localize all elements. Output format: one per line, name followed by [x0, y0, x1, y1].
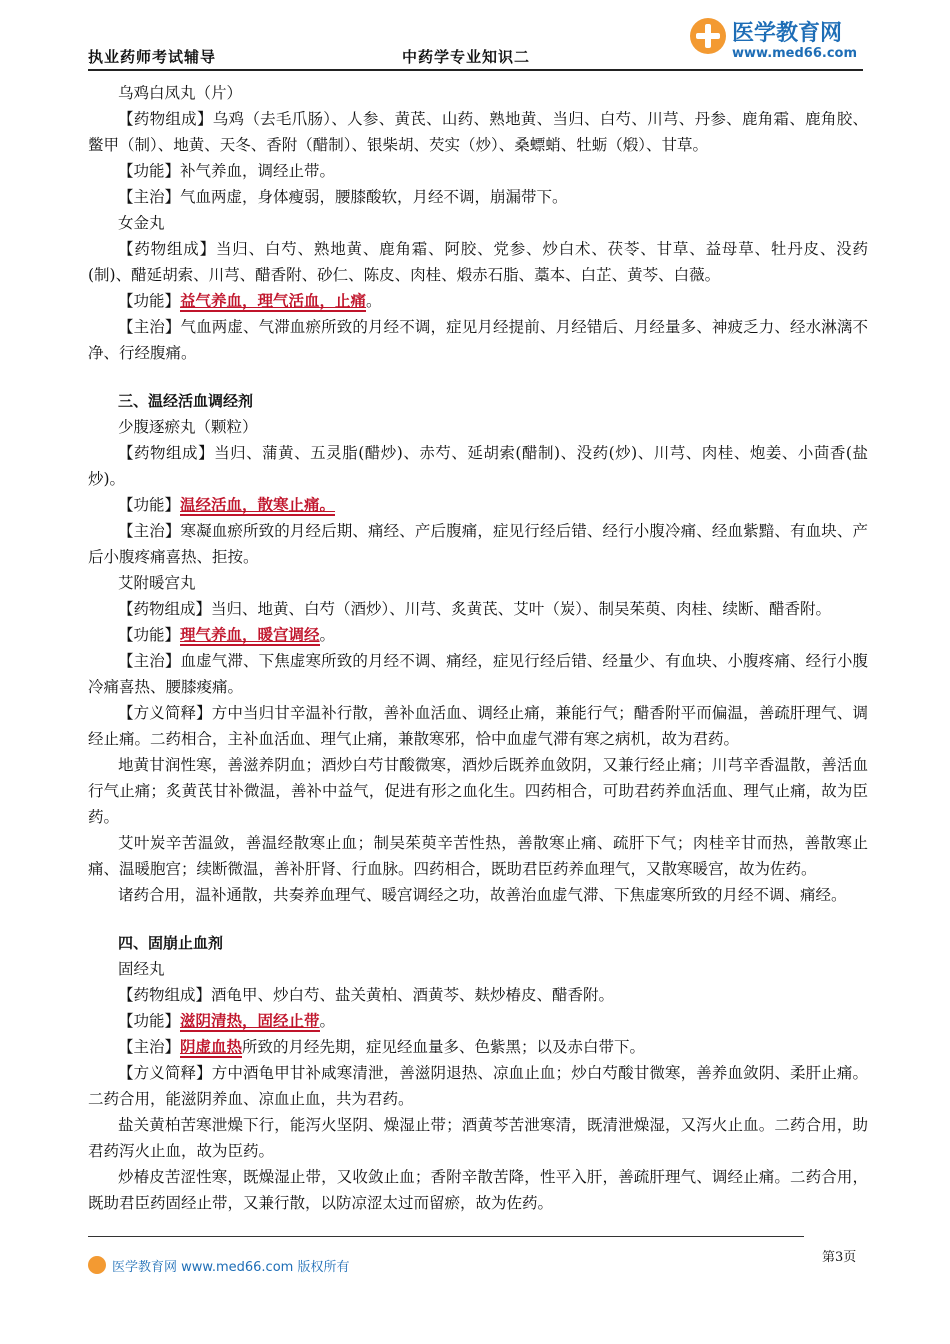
section-heading: 四、固崩止血剂 [118, 934, 224, 952]
indication: 【主治】血虚气滞、下焦虚寒所致的月经不调、痛经，症见行经后错、经量少、有血块、小腹疼痛、经行小腹冷痛喜热、腰膝痠痛。 [88, 652, 868, 696]
indication: 【主治】气血两虚，身体瘦弱，腰膝酸软，月经不调，崩漏带下。 [118, 188, 568, 206]
cross-icon [690, 18, 726, 54]
formula-title: 乌鸡白凤丸（片） [118, 84, 243, 102]
explanation: 地黄甘润性寒，善滋养阴血；酒炒白芍甘酸微寒，酒炒后既养血敛阴，又兼行经止痛；川芎辛香温散，善活血行气止痛；炙黄芪甘补微温，善补中益气，促进有形之血化生。四药相合，可助君药养血活血、理气止痛，故为臣药。 [88, 756, 868, 826]
cross-icon [88, 1256, 106, 1274]
formula-title: 艾附暖宫丸 [118, 574, 196, 592]
header-center-title: 中药学专业知识二 [402, 48, 531, 66]
site-logo[interactable] [690, 12, 870, 68]
explanation: 盐关黄柏苦寒泄燥下行，能泻火坚阴、燥湿止带；酒黄芩苦泄寒清，既清泄燥湿，又泻火止血。二药合用，助君药泻火止血，故为臣药。 [88, 1116, 868, 1160]
key-point-highlight: 温经活血，散寒止痛。 [180, 495, 336, 514]
explanation: 【方义简释】方中当归甘辛温补行散，善补血活血、调经止痛，兼能行气；醋香附平而偏温，善疏肝理气、调经止痛。二药相合，主补血活血、理气止痛，兼散寒邪，恰中血虚气滞有寒之病机，故为君药。 [88, 704, 868, 748]
composition: 【药物组成】当归、地黄、白芍（酒炒）、川芎、炙黄芪、艾叶（炭）、制吴茱萸、肉桂、续断、醋香附。 [118, 600, 832, 618]
formula-title: 固经丸 [118, 960, 165, 978]
formula-title: 女金丸 [118, 214, 165, 232]
section-heading: 三、温经活血调经剂 [118, 392, 254, 410]
header-left-title: 执业药师考试辅导 [88, 48, 217, 66]
function: 【功能】滋阴清热，固经止带。 [118, 1011, 336, 1030]
logo-name: 医学教育网 [732, 21, 843, 46]
indication: 【主治】阴虚血热所致的月经先期，症见经血量多、色紫黑；以及赤白带下。 [118, 1037, 646, 1056]
explanation: 【方义简释】方中酒龟甲甘补咸寒清泄，善滋阴退热、凉血止血；炒白芍酸甘微寒，善养血敛阴、柔肝止痛。二药合用，能滋阴养血、凉血止血，共为君药。 [88, 1064, 868, 1108]
function: 【功能】益气养血，理气活血，止痛。 [118, 291, 382, 310]
explanation: 诸药合用，温补通散，共奏养血理气、暖宫调经之功，故善治血虚气滞、下焦虚寒所致的月经不调、痛经。 [118, 886, 847, 904]
key-point-highlight: 阴虚血热 [180, 1037, 243, 1056]
composition: 【药物组成】酒龟甲、炒白芍、盐关黄柏、酒黄芩、麸炒椿皮、醋香附。 [118, 986, 615, 1004]
page-number: 第3页 [822, 1250, 857, 1265]
explanation: 艾叶炭辛苦温敛，善温经散寒止血；制吴茱萸辛苦性热，善散寒止痛、疏肝下气；肉桂辛甘而热，善散寒止痛、温暖胞宫；续断微温，善补肝肾、行血脉。四药相合，既助君臣药养血理气，又散寒暖宫，故为佐药。 [88, 834, 868, 878]
header-divider [88, 69, 863, 71]
composition: 【药物组成】乌鸡（去毛爪肠）、人参、黄芪、山药、熟地黄、当归、白芍、川芎、丹参、鹿角霜、鹿角胶、鳖甲（制）、地黄、天冬、香附（醋制）、银柴胡、芡实（炒）、桑螵蛸、牡蛎（煅）、甘草。 [88, 110, 868, 154]
key-point-highlight: 理气养血，暖宫调经 [180, 625, 320, 644]
composition: 【药物组成】当归、蒲黄、五灵脂(醋炒)、赤芍、延胡索(醋制)、没药(炒)、川芎、肉桂、炮姜、小茴香(盐炒)。 [88, 444, 868, 488]
explanation: 炒椿皮苦涩性寒，既燥湿止带，又收敛止血；香附辛散苦降，性平入肝，善疏肝理气、调经止痛。二药合用，既助君臣药固经止带，又兼行散，以防凉涩太过而留瘀，故为佐药。 [88, 1168, 868, 1212]
document-body [88, 80, 868, 1216]
logo-url: www.med66.com [732, 46, 858, 61]
composition: 【药物组成】当归、白芍、熟地黄、鹿角霜、阿胶、党参、炒白术、茯苓、甘草、益母草、牡丹皮、没药(制)、醋延胡索、川芎、醋香附、砂仁、陈皮、肉桂、煅赤石脂、藁本、白芷、黄芩、白薇。 [88, 240, 868, 284]
footer-copyright[interactable]: 医学教育网 www.med66.com 版权所有 [112, 1260, 350, 1275]
formula-title: 少腹逐瘀丸（颗粒） [118, 418, 258, 436]
function: 【功能】温经活血，散寒止痛。 [118, 495, 336, 514]
key-point-highlight: 益气养血，理气活血，止痛 [180, 291, 367, 310]
key-point-highlight: 滋阴清热，固经止带 [180, 1011, 320, 1030]
function: 【功能】补气养血，调经止带。 [118, 162, 336, 180]
function: 【功能】理气养血，暖宫调经。 [118, 625, 336, 644]
indication: 【主治】寒凝血瘀所致的月经后期、痛经、产后腹痛，症见行经后错、经行小腹冷痛、经血紫黯、有血块、产后小腹疼痛喜热、拒按。 [88, 522, 868, 566]
footer-divider [88, 1236, 804, 1237]
indication: 【主治】气血两虚、气滞血瘀所致的月经不调，症见月经提前、月经错后、月经量多、神疲乏力、经水淋漓不净、行经腹痛。 [88, 318, 868, 362]
